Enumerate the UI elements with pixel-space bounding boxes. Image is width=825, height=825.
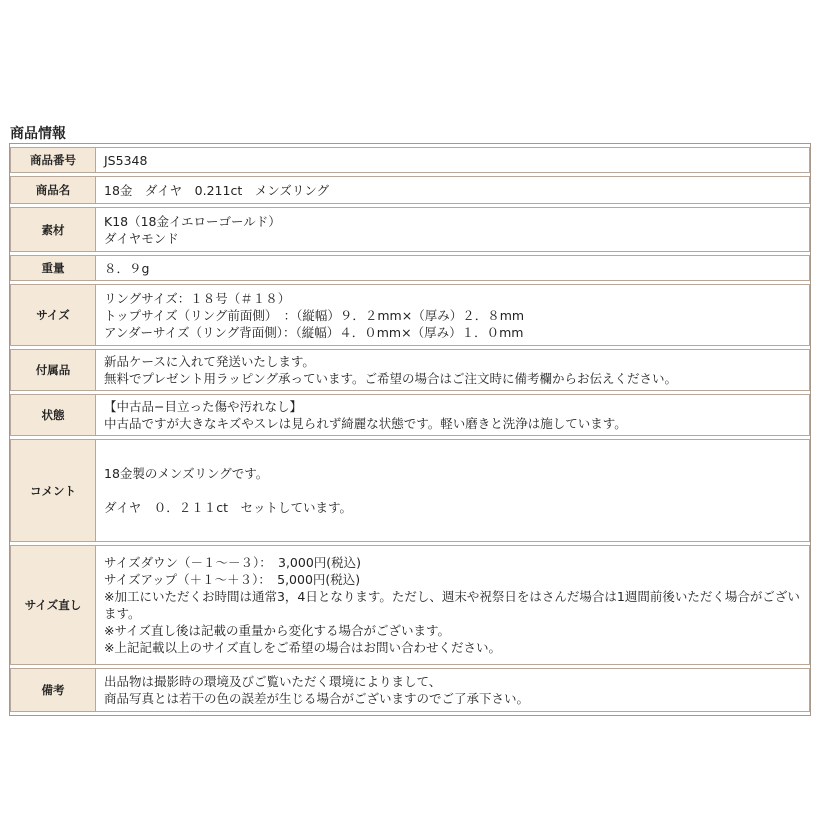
value-comment — [96, 439, 810, 542]
value-product-number — [96, 147, 810, 173]
value-line: ※上記記載以上のサイズ直しをご希望の場合はお問い合わせください。 — [104, 640, 501, 655]
row-comment — [10, 439, 810, 542]
value-line: サイズアップ（＋１～＋３）： 5,000円(税込) — [104, 572, 361, 587]
row-accessories — [10, 349, 810, 391]
value-size — [96, 284, 810, 346]
value-line: ダイヤモンド — [104, 230, 179, 246]
label-comment: コメント — [10, 439, 96, 542]
product-info-table — [9, 143, 811, 716]
value-line: 出品物は撮影時の環境及びご覧いただく環境によりまして、 — [104, 674, 442, 689]
value-line: K18（18金イエローゴールド） — [104, 213, 281, 229]
value-notes — [96, 668, 810, 712]
value-line: JS5348 — [104, 152, 148, 168]
value-material — [96, 207, 810, 252]
value-line: 【中古品−目立った傷や汚れなし】 — [104, 399, 302, 414]
row-size — [10, 284, 810, 346]
value-weight — [96, 255, 810, 281]
value-line: ８．９g — [104, 260, 150, 276]
section-title: 商品情報 — [10, 126, 66, 142]
blank-line — [104, 482, 803, 499]
value-accessories — [96, 349, 810, 391]
value-line: ※サイズ直し後は記載の重量から変化する場合がございます。 — [104, 623, 450, 638]
label-notes: 備考 — [10, 668, 96, 712]
row-material — [10, 207, 810, 252]
value-line: ダイヤ ０．２１１ct セットしています。 — [104, 500, 353, 515]
value-line: 商品写真とは若干の色の誤差が生じる場合がございますのでご了承下さい。 — [104, 691, 530, 706]
label-material: 素材 — [10, 207, 96, 252]
label-size: サイズ — [10, 284, 96, 346]
value-line: トップサイズ（リング前面側） ：（縦幅）９．２mm×（厚み）２．８mm — [104, 307, 525, 323]
value-line: ※加工にいただくお時間は通常3，4日となります。ただし、週末や祝祭日をはさんだ場合は1週間前後いただく場合がございます。 — [104, 589, 800, 621]
row-product-number — [10, 147, 810, 173]
label-weight: 重量 — [10, 255, 96, 281]
value-line: 中古品ですが大きなキズやスレは見られず綺麗な状態です。軽い磨きと洗浄は施しています。 — [104, 416, 627, 431]
value-condition — [96, 394, 810, 436]
value-line: 無料でプレゼント用ラッピング承っています。ご希望の場合はご注文時に備考欄からお伝えください。 — [104, 371, 678, 386]
label-product-number: 商品番号 — [10, 147, 96, 173]
label-product-name: 商品名 — [10, 176, 96, 204]
row-condition — [10, 394, 810, 436]
blank-line — [104, 516, 803, 533]
label-resizing: サイズ直し — [10, 545, 96, 665]
label-accessories: 付属品 — [10, 349, 96, 391]
row-resizing — [10, 545, 810, 665]
value-line: サイズダウン（－１～－３）： 3,000円(税込) — [104, 555, 362, 570]
value-product-name — [96, 176, 810, 204]
row-notes — [10, 668, 810, 712]
value-line: リングサイズ：１８号（＃１８） — [104, 290, 291, 306]
value-line: 18金 ダイヤ 0.211ct メンズリング — [104, 182, 330, 198]
value-line: アンダーサイズ（リング背面側）：（縦幅）４．０mm×（厚み）１．０mm — [104, 324, 524, 340]
value-line: 18金製のメンズリングです。 — [104, 466, 269, 481]
value-resizing — [96, 545, 810, 665]
blank-line — [104, 448, 803, 465]
row-product-name — [10, 176, 810, 204]
value-line: 新品ケースに入れて発送いたします。 — [104, 354, 315, 369]
row-weight — [10, 255, 810, 281]
label-condition: 状態 — [10, 394, 96, 436]
